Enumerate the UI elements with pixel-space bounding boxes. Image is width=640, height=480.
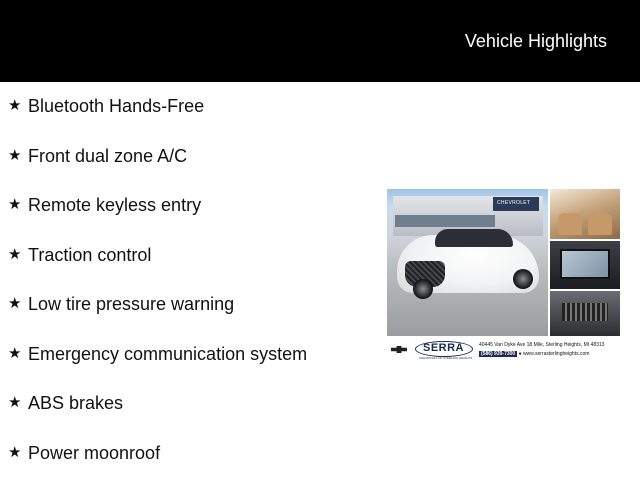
list-item (8, 243, 368, 293)
list-item (8, 144, 368, 194)
list-item (8, 94, 368, 144)
star-icon: ★ (8, 344, 22, 362)
dashboard-vent (562, 303, 608, 321)
infotainment-thumbnail (550, 241, 620, 289)
feature-label: Remote keyless entry (28, 195, 202, 215)
star-icon: ★ (8, 97, 22, 114)
car-wheel-rear (513, 269, 533, 289)
header-bar (0, 0, 640, 82)
dealer-logo-strip (387, 336, 620, 364)
star-icon: ★ (8, 295, 22, 312)
list-item (8, 292, 368, 342)
feature-label: Power moonroof (28, 442, 161, 463)
feature-label: Bluetooth Hands-Free (28, 96, 205, 116)
feature-list (8, 94, 368, 480)
feature-label: Traction control (28, 244, 152, 265)
list-item (8, 193, 368, 243)
dealer-sign-text: CHEVROLET (497, 200, 531, 206)
infotainment-screen (560, 249, 610, 279)
seat-right (588, 213, 612, 235)
page-title: Vehicle Highlights (464, 31, 607, 51)
dealer-phone: (586) 939-7300 (481, 351, 516, 357)
feature-label: Emergency communication system (28, 343, 308, 364)
dashboard-thumbnail (550, 291, 620, 336)
list-item (8, 441, 368, 480)
dealer-web-bullet: ● (518, 351, 524, 357)
list-item (8, 391, 368, 441)
star-icon: ★ (8, 146, 22, 164)
vehicle-main-photo (387, 189, 548, 336)
list-item (8, 342, 368, 392)
star-icon: ★ (8, 443, 22, 461)
feature-label: Low tire pressure warning (28, 294, 235, 314)
dealer-website: www.serrasterlingheights.com (523, 351, 590, 357)
dealer-address: 40445 Van Dyke Ave 18 Mile, Sterling Heights, MI 48313 (479, 342, 605, 348)
star-icon: ★ (8, 196, 22, 213)
feature-label: Front dual zone A/C (28, 145, 188, 166)
feature-label: ABS brakes (28, 393, 124, 413)
star-icon: ★ (8, 394, 22, 411)
car-windshield (435, 229, 513, 247)
seat-left (558, 213, 582, 235)
dealer-contact (479, 351, 589, 357)
dealership-windows (395, 215, 495, 227)
vehicle-photo-collage[interactable] (387, 189, 620, 364)
chevrolet-bowtie-icon (391, 346, 407, 353)
serra-logo-text: SERRA (423, 342, 465, 354)
star-icon: ★ (8, 245, 22, 263)
car-wheel-front (413, 279, 433, 299)
interior-seats-thumbnail (550, 189, 620, 239)
serra-logo-subtext: CHEVROLET OF STERLING HEIGHTS (419, 356, 473, 360)
